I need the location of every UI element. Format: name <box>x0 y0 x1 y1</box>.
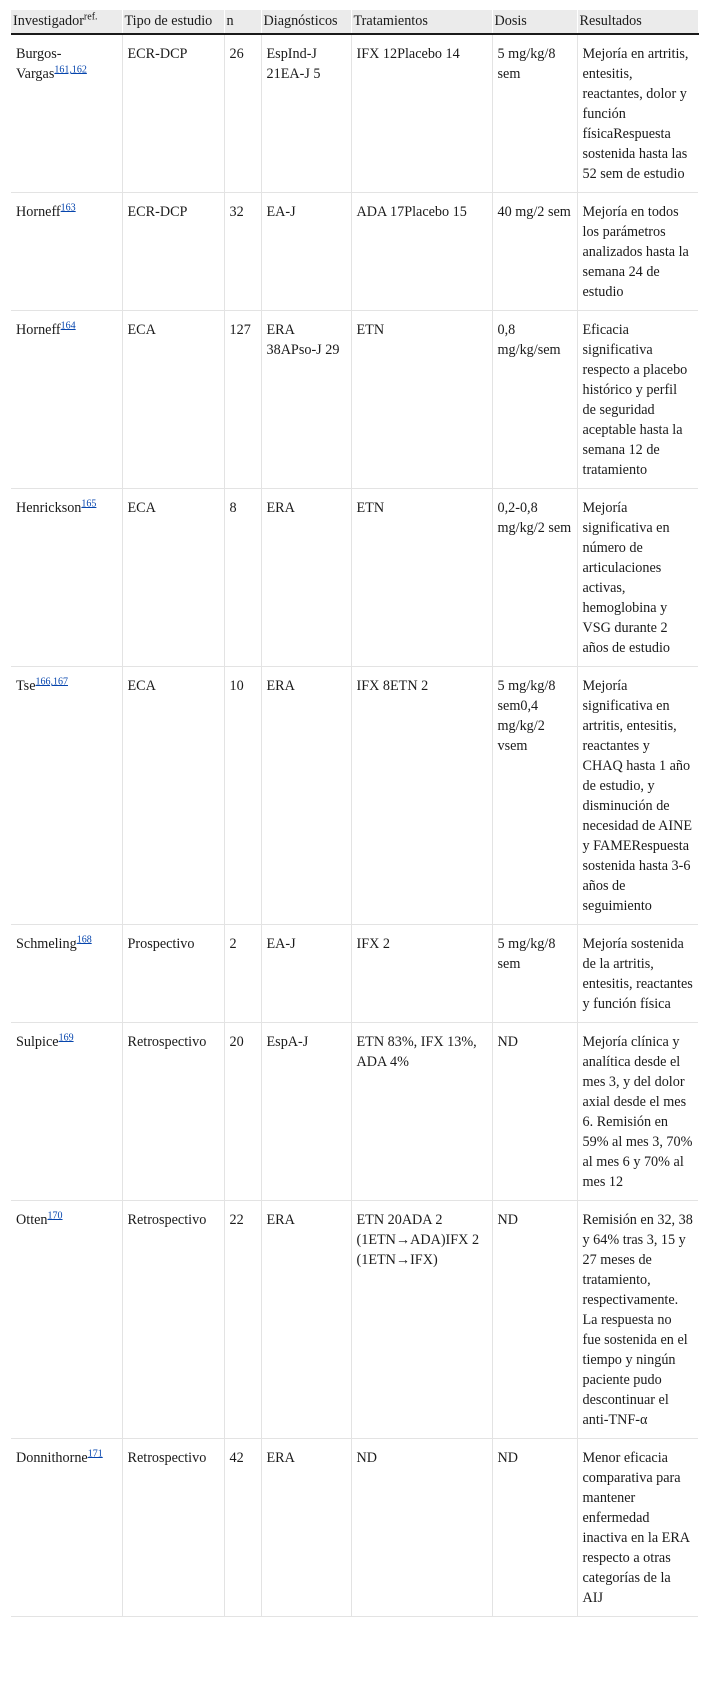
cell-results: Eficacia significativa respecto a placebo histórico y perfil de seguridad aceptable hasta la semana 12 de tratamiento <box>577 311 698 489</box>
cell-study-type: Retrospectivo <box>122 1439 224 1617</box>
cell-results: Mejoría en artritis, entesitis, reactantes, dolor y función físicaRespuesta sostenida hasta las 52 sem de estudio <box>577 34 698 193</box>
cell-treatments: ETN 20ADA 2 (1ETN→ADA)IFX 2 (1ETN→IFX) <box>351 1201 492 1439</box>
cell-treatments: IFX 2 <box>351 925 492 1023</box>
cell-study-type: ECA <box>122 489 224 667</box>
cell-dose: 5 mg/kg/8 sem <box>492 34 577 193</box>
cell-dose: 0,8 mg/kg/sem <box>492 311 577 489</box>
reference-link[interactable]: 161,162 <box>54 64 87 76</box>
cell-diagnoses: EspA-J <box>261 1023 351 1201</box>
investigator-name: Horneff <box>16 322 61 338</box>
cell-dose: ND <box>492 1439 577 1617</box>
cell-n: 22 <box>224 1201 261 1439</box>
header-investigator <box>11 10 122 34</box>
reference-link[interactable]: 165 <box>81 498 97 510</box>
table-row <box>11 489 698 667</box>
cell-investigator <box>11 311 122 489</box>
cell-results: Mejoría sostenida de la artritis, entesitis, reactantes y función física <box>577 925 698 1023</box>
cell-dose: 0,2-0,8 mg/kg/2 sem <box>492 489 577 667</box>
cell-dose: ND <box>492 1201 577 1439</box>
cell-diagnoses: EA-J <box>261 925 351 1023</box>
investigator-name: Donnithorne <box>16 1450 88 1466</box>
studies-table <box>11 10 699 1617</box>
cell-diagnoses: ERA <box>261 1439 351 1617</box>
cell-study-type: Prospectivo <box>122 925 224 1023</box>
header-row <box>11 10 698 34</box>
cell-investigator <box>11 193 122 311</box>
cell-treatments: ETN 83%, IFX 13%, ADA 4% <box>351 1023 492 1201</box>
cell-diagnoses: ERA <box>261 667 351 925</box>
cell-diagnoses: EA-J <box>261 193 351 311</box>
cell-diagnoses: ERA 38APso-J 29 <box>261 311 351 489</box>
cell-investigator <box>11 489 122 667</box>
table-row <box>11 34 698 193</box>
cell-diagnoses: ERA <box>261 1201 351 1439</box>
cell-diagnoses: EspInd-J 21EA-J 5 <box>261 34 351 193</box>
cell-n: 20 <box>224 1023 261 1201</box>
cell-study-type: Retrospectivo <box>122 1201 224 1439</box>
reference-link[interactable]: 169 <box>58 1032 74 1044</box>
header-n: n <box>224 10 261 34</box>
cell-study-type: ECR-DCP <box>122 34 224 193</box>
cell-study-type: ECA <box>122 667 224 925</box>
cell-dose: 5 mg/kg/8 sem <box>492 925 577 1023</box>
cell-results: Mejoría significativa en artritis, entesitis, reactantes y CHAQ hasta 1 año de estudio, y disminución de necesidad de AINE y FAMERespuesta sostenida hasta 3-6 años de seguimiento <box>577 667 698 925</box>
cell-study-type: Retrospectivo <box>122 1023 224 1201</box>
investigator-name: Sulpice <box>16 1034 59 1050</box>
reference-link[interactable]: 168 <box>76 934 92 946</box>
cell-investigator <box>11 667 122 925</box>
table-row <box>11 193 698 311</box>
cell-diagnoses: ERA <box>261 489 351 667</box>
investigator-name: Burgos-Vargas <box>16 46 62 82</box>
table-row <box>11 1201 698 1439</box>
cell-n: 32 <box>224 193 261 311</box>
table-row <box>11 925 698 1023</box>
reference-link[interactable]: 170 <box>47 1210 63 1222</box>
investigator-name: Henrickson <box>16 500 82 516</box>
cell-study-type: ECA <box>122 311 224 489</box>
cell-n: 10 <box>224 667 261 925</box>
reference-link[interactable]: 164 <box>60 320 76 332</box>
cell-investigator <box>11 1201 122 1439</box>
investigator-name: Tse <box>16 678 36 694</box>
table-row <box>11 667 698 925</box>
cell-n: 127 <box>224 311 261 489</box>
cell-results: Remisión en 32, 38 y 64% tras 3, 15 y 27 meses de tratamiento, respectivamente. La respuesta no fue sostenida en el tiempo y ningún paciente pudo descontinuar el anti-TNF-α <box>577 1201 698 1439</box>
investigator-name: Schmeling <box>16 936 77 952</box>
investigator-name: Horneff <box>16 204 61 220</box>
cell-treatments: ETN <box>351 489 492 667</box>
cell-n: 2 <box>224 925 261 1023</box>
header-results: Resultados <box>577 10 698 34</box>
cell-dose: 40 mg/2 sem <box>492 193 577 311</box>
reference-link[interactable]: 171 <box>87 1448 103 1460</box>
cell-n: 26 <box>224 34 261 193</box>
cell-n: 42 <box>224 1439 261 1617</box>
reference-link[interactable]: 163 <box>60 202 76 214</box>
reference-link[interactable]: 166,167 <box>35 676 68 688</box>
cell-study-type: ECR-DCP <box>122 193 224 311</box>
cell-treatments: ETN <box>351 311 492 489</box>
table-row <box>11 1439 698 1617</box>
cell-treatments: IFX 12Placebo 14 <box>351 34 492 193</box>
cell-dose: ND <box>492 1023 577 1201</box>
header-dose: Dosis <box>492 10 577 34</box>
header-treatments: Tratamientos <box>351 10 492 34</box>
cell-investigator <box>11 34 122 193</box>
header-investigator-label: Investigador <box>13 13 84 29</box>
cell-results: Mejoría significativa en número de articulaciones activas, hemoglobina y VSG durante 2 años de estudio <box>577 489 698 667</box>
table-body <box>11 34 698 1617</box>
cell-investigator <box>11 1439 122 1617</box>
table-row <box>11 1023 698 1201</box>
header-investigator-sup: ref. <box>83 11 98 23</box>
header-diagnoses: Diagnósticos <box>261 10 351 34</box>
header-study-type: Tipo de estudio <box>122 10 224 34</box>
cell-results: Mejoría en todos los parámetros analizados hasta la semana 24 de estudio <box>577 193 698 311</box>
cell-results: Mejoría clínica y analítica desde el mes 3, y del dolor axial desde el mes 6. Remisión en 59% al mes 3, 70% al mes 6 y 70% al mes 12 <box>577 1023 698 1201</box>
cell-treatments: ND <box>351 1439 492 1617</box>
cell-results: Menor eficacia comparativa para mantener enfermedad inactiva en la ERA respecto a otras categorías de la AIJ <box>577 1439 698 1617</box>
cell-investigator <box>11 1023 122 1201</box>
cell-treatments: ADA 17Placebo 15 <box>351 193 492 311</box>
table-header <box>11 10 698 34</box>
cell-dose: 5 mg/kg/8 sem0,4 mg/kg/2 vsem <box>492 667 577 925</box>
cell-investigator <box>11 925 122 1023</box>
investigator-name: Otten <box>16 1212 48 1228</box>
cell-n: 8 <box>224 489 261 667</box>
cell-treatments: IFX 8ETN 2 <box>351 667 492 925</box>
table-row <box>11 311 698 489</box>
